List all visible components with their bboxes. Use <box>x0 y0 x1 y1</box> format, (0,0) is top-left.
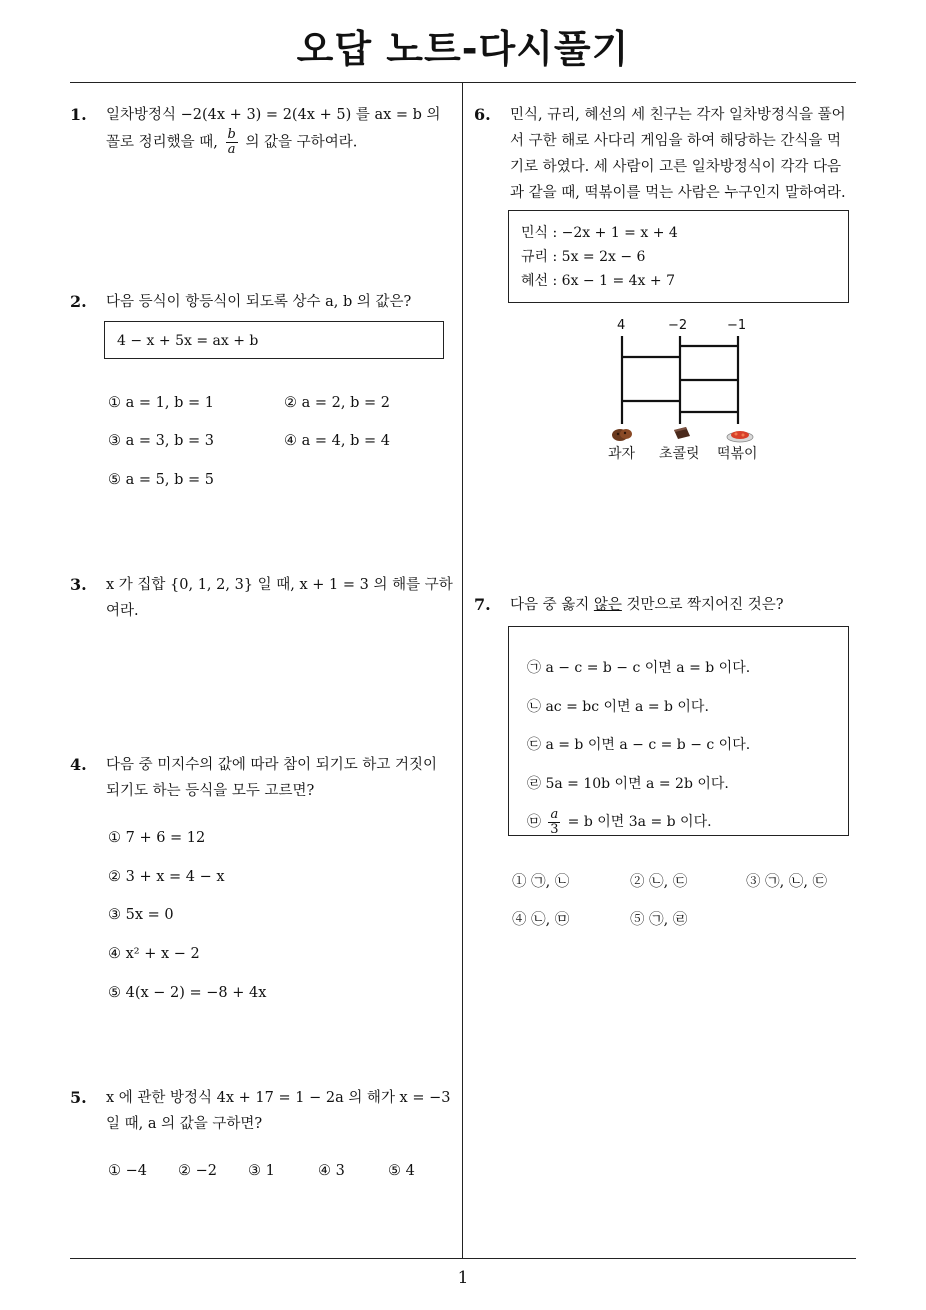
choice-3[interactable]: ③ 1 <box>248 1163 275 1179</box>
choice-2[interactable]: ② a = 2, b = 2 <box>284 395 390 411</box>
choice-1[interactable]: ① 7 + 6 = 12 <box>108 830 206 846</box>
choice-3[interactable]: ③ ㉠, ㉡, ㉢ <box>746 874 828 890</box>
question-text: 여라. <box>106 603 139 619</box>
choice-5[interactable]: ⑤ ㉠, ㉣ <box>630 912 688 928</box>
fraction-denominator: 3 <box>550 821 559 837</box>
ladder-bottom-label: 떡볶이 <box>717 446 758 462</box>
choice-3[interactable]: ③ a = 3, b = 3 <box>108 433 214 449</box>
question-text: 과 같을 때, 떡볶이를 먹는 사람은 누구인지 말하여라. <box>510 185 846 201</box>
underlined-word: 않은 <box>593 597 622 613</box>
fraction-numerator: a <box>550 806 559 822</box>
choice-4[interactable]: ④ ㉡, ㉤ <box>512 912 570 928</box>
equation-gyuri: 규리 : 5x = 2x − 6 <box>521 249 646 265</box>
top-rule <box>70 82 856 83</box>
choice-4[interactable]: ④ x² + x − 2 <box>108 946 200 962</box>
equations-box <box>508 210 849 303</box>
bottom-rule <box>70 1258 856 1259</box>
choice-4[interactable]: ④ 3 <box>318 1163 345 1179</box>
cookie-icon <box>611 426 633 442</box>
fraction-denominator: a <box>227 142 236 157</box>
page-title: 오답 노트-다시풀기 <box>296 27 630 71</box>
question-number: 2. <box>70 292 87 311</box>
question-text: 서 구한 해로 사다리 게임을 하여 해당하는 간식을 먹 <box>510 133 842 149</box>
fraction-numerator: b <box>227 127 236 142</box>
statement-marker: ㉤ <box>527 814 541 830</box>
statement-4: ㉣ 5a = 10b 이면 a = 2b 이다. <box>527 775 729 792</box>
question-text: 일차방정식 −2(4x + 3) = 2(4x + 5) 를 ax = b 의 <box>106 107 441 123</box>
choice-1[interactable]: ① −4 <box>108 1163 147 1179</box>
equation-hyeseon: 혜선 : 6x − 1 = 4x + 7 <box>521 273 675 289</box>
ladder-bottom-label: 과자 <box>608 446 636 462</box>
question-text-part: 꼴로 정리했을 때, <box>106 134 218 151</box>
question-text-part: 것만으로 짝지어진 것은? <box>626 597 784 613</box>
equation-box: 4 − x + 5x = ax + b <box>104 321 444 359</box>
question-text: x 가 집합 {0, 1, 2, 3} 일 때, x + 1 = 3 의 해를 구하 <box>106 577 453 593</box>
choice-5[interactable]: ⑤ 4(x − 2) = −8 + 4x <box>108 985 267 1001</box>
question-2 <box>70 289 458 315</box>
question-number: 6. <box>474 105 491 124</box>
statement-3: ㉢ a = b 이면 a − c = b − c 이다. <box>527 737 751 753</box>
chocolate-icon <box>672 425 692 441</box>
choice-5[interactable]: ⑤ a = 5, b = 5 <box>108 472 214 488</box>
page-number: 1 <box>457 1268 469 1288</box>
question-text-part: 의 값을 구하여라. <box>245 134 358 151</box>
question-number: 4. <box>70 755 87 774</box>
question-number: 7. <box>474 595 491 614</box>
statement-text: = b 이면 3a = b 이다. <box>567 814 712 830</box>
statement-2: ㉡ ac = bc 이면 a = b 이다. <box>527 698 709 715</box>
ladder-diagram <box>610 334 750 426</box>
question-text <box>510 592 862 618</box>
choice-1[interactable]: ① a = 1, b = 1 <box>108 395 214 411</box>
ladder-top-label: 4 <box>617 318 626 333</box>
question-text <box>106 128 458 157</box>
question-3 <box>70 572 458 624</box>
question-5 <box>70 1085 458 1137</box>
statement-1: ㉠ a − c = b − c 이면 a = b 이다. <box>527 660 751 676</box>
question-text: 민식, 규리, 혜선의 세 친구는 각자 일차방정식을 풀어 <box>510 107 846 123</box>
choice-5[interactable]: ⑤ 4 <box>388 1163 415 1179</box>
tteokbokki-icon <box>726 427 754 443</box>
question-number: 3. <box>70 575 87 594</box>
fraction <box>548 808 560 837</box>
choice-1[interactable]: ① ㉠, ㉡ <box>512 874 570 890</box>
choice-3[interactable]: ③ 5x = 0 <box>108 907 174 923</box>
question-text: x 에 관한 방정식 4x + 17 = 1 − 2a 의 해가 x = −3 <box>106 1090 451 1106</box>
choice-2[interactable]: ② 3 + x = 4 − x <box>108 869 225 885</box>
statements-box <box>508 626 849 836</box>
column-divider <box>462 83 463 1259</box>
question-text: 다음 등식이 항등식이 되도록 상수 a, b 의 값은? <box>106 294 412 310</box>
question-text: 다음 중 미지수의 값에 따라 참이 되기도 하고 거짓이 <box>106 757 438 773</box>
question-7 <box>474 592 862 618</box>
question-4 <box>70 752 458 804</box>
question-text: 일 때, a 의 값을 구하면? <box>106 1116 263 1132</box>
question-text: 기로 하였다. 세 사람이 고른 일차방정식이 각각 다음 <box>510 159 842 175</box>
question-6 <box>474 102 862 206</box>
ladder-top-label: −2 <box>668 318 688 333</box>
choice-2[interactable]: ② −2 <box>178 1163 217 1179</box>
ladder-bottom-label: 초콜릿 <box>659 446 700 462</box>
equation-minsik: 민식 : −2x + 1 = x + 4 <box>521 225 678 241</box>
question-1 <box>70 102 458 157</box>
choice-2[interactable]: ② ㉡, ㉢ <box>630 874 688 890</box>
question-text: 되기도 하는 등식을 모두 고르면? <box>106 783 315 799</box>
question-text-part: 다음 중 옳지 <box>510 597 590 613</box>
question-number: 1. <box>70 105 87 124</box>
question-number: 5. <box>70 1088 87 1107</box>
ladder-top-label: −1 <box>727 318 747 333</box>
statement-5 <box>527 803 832 842</box>
fraction <box>226 128 238 157</box>
choice-4[interactable]: ④ a = 4, b = 4 <box>284 433 390 449</box>
